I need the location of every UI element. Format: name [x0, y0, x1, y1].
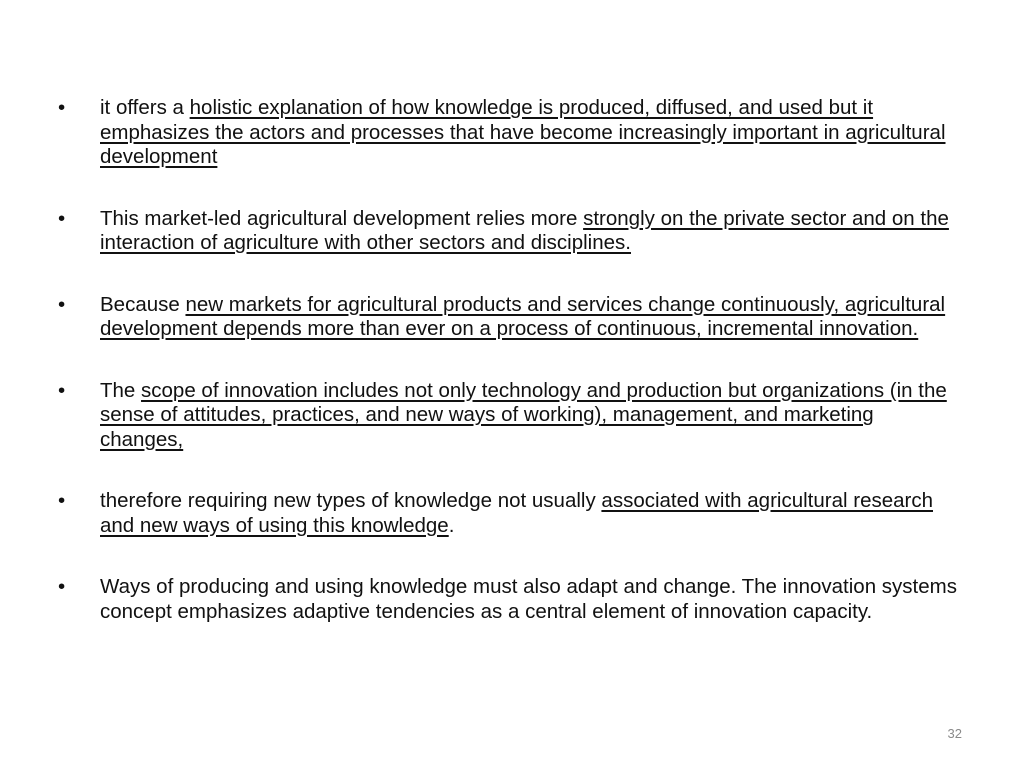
bullet-marker: • [58, 575, 66, 598]
bullet-item-5 [58, 489, 958, 538]
bullet-item-1 [58, 96, 958, 170]
bullet-marker: • [58, 378, 66, 402]
bullet-marker: • [58, 96, 66, 119]
bullet-item-4 [58, 379, 958, 453]
bullet-text-lead: therefore requiring new types of knowledge not usually [100, 489, 602, 512]
bullet-text-underlined: associated with agricultural research and new ways of using this knowledge [100, 489, 933, 537]
bullet-item-3 [58, 293, 958, 342]
bullet-text-underlined: strongly on the private sector and on the interaction of agriculture with other sectors and disciplines. [100, 206, 949, 254]
bullet-list [58, 96, 958, 661]
bullet-text-underlined: holistic explanation of how knowledge is produced, diffused, and used but it emphasizes the actors and processes that have become increasingly important in agricultural development [100, 96, 946, 168]
bullet-text-lead: The [100, 378, 142, 402]
bullet-marker: • [58, 489, 66, 512]
bullet-marker: • [58, 292, 66, 316]
slide-number: 32 [947, 726, 962, 741]
bullet-text-lead: it offers a [100, 96, 190, 119]
bullet-text-tail: . [448, 513, 455, 537]
bullet-marker: • [58, 206, 66, 230]
bullet-text-underlined: new markets for agricultural products and services change continuously, agricultural development depends more than ever on a process of continuous, incremental innovation. [100, 292, 946, 340]
bullet-item-6 [58, 575, 958, 624]
bullet-text-lead: Ways of producing and using knowledge must also adapt and change. The innovation systems concept emphasizes adaptive tendencies as a central element of innovation capacity. [100, 575, 957, 623]
bullet-text-lead: This market-led agricultural development relies more [100, 206, 584, 230]
bullet-text-lead: Because [100, 292, 186, 316]
bullet-item-2 [58, 207, 958, 256]
bullet-text-underlined: scope of innovation includes not only technology and production but organizations (in the sense of attitudes, practices, and new ways of working), management, and marketing changes, [100, 378, 947, 451]
